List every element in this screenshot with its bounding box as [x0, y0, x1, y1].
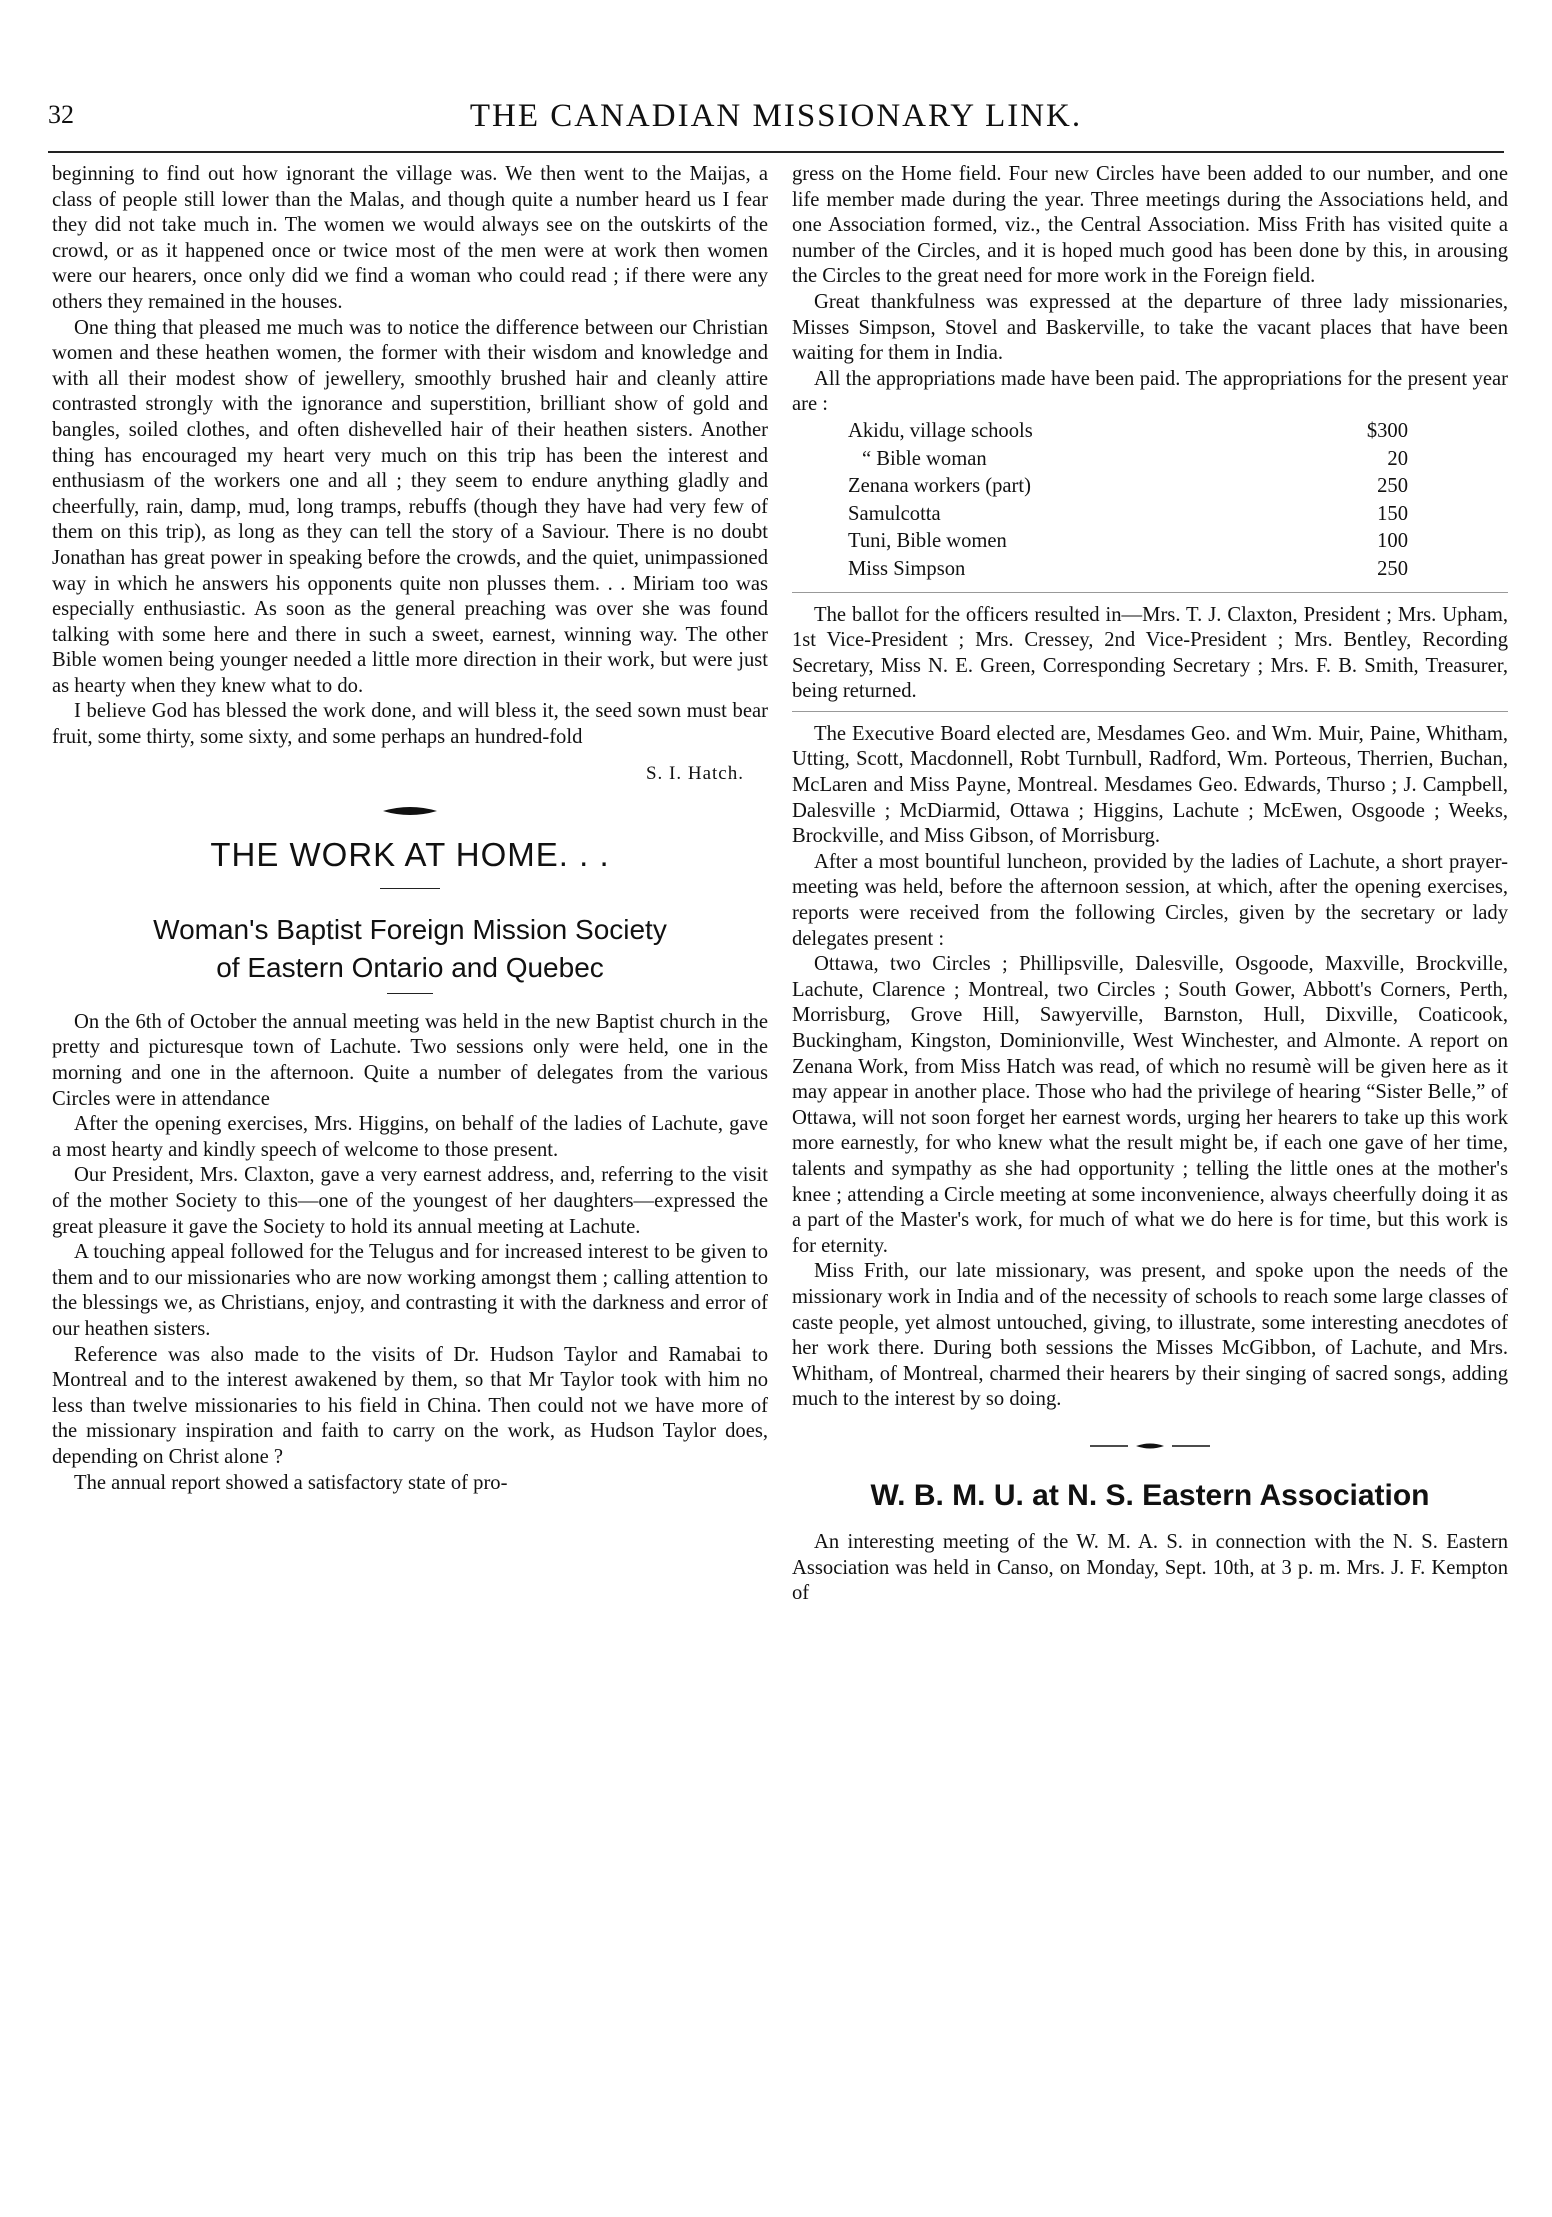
- title-rule: [380, 888, 440, 889]
- paragraph-rule: [792, 711, 1508, 712]
- table-row: [848, 472, 1408, 500]
- paragraph: Miss Frith, our late missionary, was present, and spoke upon the needs of the missionary work in India and of the necessity of schools to reach some large classes of caste people, yet almost untouched, giving, to illustrate, some interesting anecdotes of her work there. During both sessions the Misses McGibbon, of Lachute, and Mrs. Whitham, of Montreal, charmed their hearers by their singing of sacred songs, adding much to the interest by so doing.: [792, 1260, 1508, 1411]
- subsection-title-line: Woman's Baptist Foreign Mission Society: [153, 913, 667, 945]
- table-row: [848, 555, 1408, 583]
- paragraph: A touching appeal followed for the Telugus and for increased interest to be given to them and to our missionaries who are now working amongst them ; calling attention to the blessings we, as Christians, enjoy, and contrasting it with the darkness and error of our heathen sisters.: [52, 1241, 768, 1340]
- running-head: [48, 100, 1504, 140]
- ornament-divider: [383, 806, 437, 816]
- subsection-title-line: of Eastern Ontario and Quebec: [216, 951, 604, 983]
- paragraph: The Executive Board elected are, Mesdames Geo. and Wm. Muir, Paine, Whitham, Utting, Scott, Macdonnell, Robt Turnbull, Radford, Wm. Porteous, Therrien, Buchan, McLaren and Miss Payne, Montreal. Mesdames Geo. Edwards, Thurso ; J. Campbell, Dalesville ; McDiarmid, Ottawa ; Higgins, Lachute ; McEwen, Osgoode ; Weeks, Brockville, and Miss Gibson, of Morrisburg.: [792, 722, 1508, 848]
- table-cell-item: “ Bible woman: [862, 447, 987, 470]
- table-cell-amount: 150: [1377, 502, 1408, 525]
- paragraph: beginning to find out how ignorant the village was. We then went to the Maijas, a class of people still lower than the Malas, and though quite a number heard us I fear they did not take much in. The women we would always see on the outskirts of the crowd, or as it happened once or twice most of the men were at work then women were our hearers, once only did we find a woman who could read ; if there were any others they remained in the houses.: [52, 163, 768, 313]
- table-row: [848, 500, 1408, 528]
- table-cell-item: Samulcotta: [848, 502, 941, 525]
- paragraph: I believe God has blessed the work done, and will bless it, the seed sown must bear fruit, some thirty, some sixty, and some perhaps an hundred-fold: [52, 700, 768, 749]
- paragraph: After the opening exercises, Mrs. Higgins, on behalf of the ladies of Lachute, gave a most hearty and kindly speech of welcome to those present.: [52, 1113, 768, 1161]
- table-cell-amount: 100: [1377, 530, 1408, 553]
- paragraph: One thing that pleased me much was to notice the difference between our Christian women and these heathen women, the former with their wisdom and knowledge and with all their modest show of jewellery, smoothly brushed hair and cleanly attire contrasted strongly with the ignorance and superstition, brilliant show of gold and bangles, soiled clothes, and often dishevelled hair of their heathen sisters. Another thing has encouraged my heart very much on this trip has been the interest and enthusiasm of the workers one and all ; they seem to endure anything gladly and cheerfully, rain, damp, mud, long tramps, rebuffs (though they have had very few of them on this trip), as long as they can tell the story of a Saviour. There is no doubt Jonathan has great power in speaking before the crowds, and the quiet, unimpassioned way in which he answers his opponents quite non plusses them. . . Miriam too was especially enthusiastic. As soon as the general preaching was over she was found talking with some here and there in such a sweet, earnest, winning way. The other Bible women being younger needed a little more direction in their work, but were just as hearty when they knew what to do.: [52, 316, 768, 697]
- paragraph: An interesting meeting of the W. M. A. S. in connection with the N. S. Eastern Association was held in Canso, on Monday, Sept. 10th, at 3 p. m. Mrs. J. F. Kempton of: [792, 1531, 1508, 1605]
- section-title: THE WORK AT HOME. . .: [210, 836, 610, 874]
- table-cell-amount: 250: [1377, 475, 1408, 498]
- ornament-divider: [792, 1433, 1508, 1459]
- author-signature: S. I. Hatch.: [645, 762, 744, 784]
- paragraph: Reference was also made to the visits of Dr. Hudson Taylor and Ramabai to Montreal and to the interest awakened by them, so that Mr Taylor took with him no less than twelve missionaries to his field in China. Then could not we have more of the missionary inspiration and faith to carry on the work, as Hudson Taylor does, depending on Christ alone ?: [52, 1343, 768, 1468]
- table-cell-item: Tuni, Bible women: [848, 530, 1007, 553]
- section-title: W. B. M. U. at N. S. Eastern Association: [870, 1478, 1430, 1512]
- table-cell-amount: $300: [1366, 419, 1408, 442]
- table-cell-item: Zenana workers (part): [848, 475, 1031, 498]
- table-cell-amount: 20: [1387, 447, 1408, 470]
- table-cell-amount: 250: [1377, 557, 1408, 580]
- paragraph: Ottawa, two Circles ; Phillipsville, Dalesville, Osgoode, Maxville, Brockville, Lachute, Clarence ; Montreal, two Circles ; South Gower, Abbott's Corners, Perth, Morrisburg, Grove Hill, Sawyerville, Barnston, Hull, Dixville, Coaticook, Buckingham, Kingston, Dominionville, West Winchester, and Almonte. A report on Zenana Work, from Miss Hatch was read, of which no resumè will be given here as it may appear in another place. Those who had the privilege of hearing “Sister Belle,” of Ottawa, will not soon forget her earnest words, urging her hearers to take up this work more earnestly, for who knew what the result might be, if each one gave of her time, talents and sympathy as she had opportunity ; telling the little ones at the mother's knee ; attending a Circle meeting at some inconvenience, always cheerfully doing it as a part of the Master's work, for much of what we do here is for time, but this work is for eternity.: [792, 953, 1508, 1257]
- journal-title: THE CANADIAN MISSIONARY LINK.: [469, 98, 1083, 134]
- page-number: 32: [48, 100, 74, 129]
- left-column: [52, 162, 768, 1496]
- subsection-title: [52, 911, 768, 987]
- ornament-icon: [1090, 1441, 1210, 1451]
- paragraph: The ballot for the officers resulted in—Mrs. T. J. Claxton, President ; Mrs. Upham, 1st Vice-President ; Mrs. Cressey, 2nd Vice-President ; Mrs. Bentley, Recording Secretary, Miss N. E. Green, Corresponding Secretary ; Mrs. F. B. Smith, Treasurer, being returned.: [792, 603, 1508, 703]
- paragraph: The annual report showed a satisfactory state of pro-: [74, 1471, 508, 1494]
- paragraph: On the 6th of October the annual meeting was held in the new Baptist church in the pretty and picturesque town of Lachute. Two sessions only were held, one in the morning and one in the afternoon. Quite a number of delegates from the various Circles were in attendance: [52, 1010, 768, 1110]
- paragraph: After a most bountiful luncheon, provided by the ladies of Lachute, a short prayer-meeting was held, before the afternoon session, at which, after the opening exercises, reports were received from the following Circles, given by the secretary or lady delegates present :: [792, 850, 1508, 950]
- paragraph: Our President, Mrs. Claxton, gave a very earnest address, and, referring to the visit of the mother Society to this—one of the youngest of her daughters—expressed the great pleasure it gave the Society to hold its annual meeting at Lachute.: [52, 1164, 768, 1238]
- right-column: [792, 162, 1508, 1607]
- subsection-rule: [387, 993, 433, 994]
- table-cell-item: Miss Simpson: [848, 557, 966, 580]
- paragraph: All the appropriations made have been paid. The appropriations for the present year are :: [792, 367, 1508, 416]
- header-rule: [48, 151, 1504, 153]
- appropriations-table: [848, 418, 1408, 584]
- table-row: [848, 445, 1408, 473]
- table-rule: [792, 592, 1508, 593]
- paragraph: gress on the Home field. Four new Circles have been added to our number, and one life member made during the year. Three meetings during the Associations held, and one Association formed, viz., the Central Association. Miss Frith has visited quite a number of the Circles, and it is hoped much good has been done by this, in arousing the Circles to the great need for more work in the Foreign field.: [792, 163, 1508, 288]
- paragraph: Great thankfulness was expressed at the departure of three lady missionaries, Misses Simpson, Stovel and Baskerville, to take the vacant places that have been waiting for them in India.: [792, 290, 1508, 365]
- table-row: [848, 418, 1408, 445]
- table-cell-item: Akidu, village schools: [848, 419, 1033, 442]
- table-row: [848, 527, 1408, 555]
- ornament-icon: [383, 806, 437, 816]
